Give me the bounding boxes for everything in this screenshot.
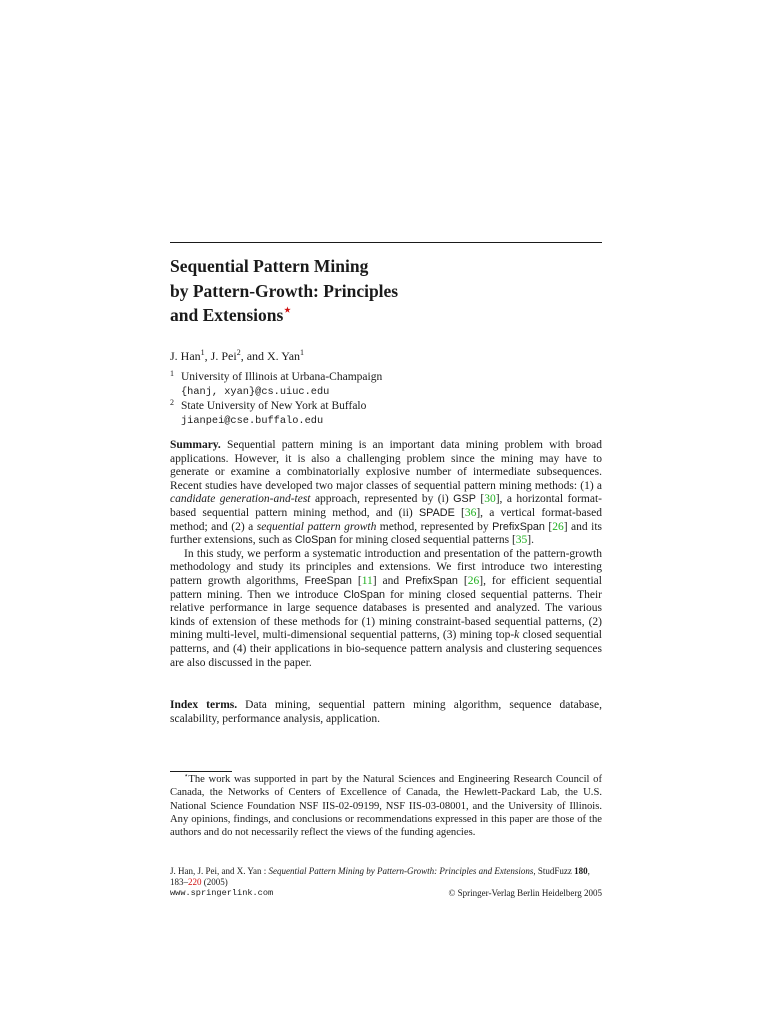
summary-paragraph-1	[170, 439, 602, 548]
reference-link-26[interactable]: 26	[467, 574, 480, 587]
author-3-affil: 1	[300, 348, 305, 357]
summary-text: ], a horizontal format-based sequential pattern mining method, and (ii)	[170, 493, 602, 519]
affiliations	[170, 370, 382, 428]
citation-series: , StudFuzz	[533, 866, 575, 876]
footnote-star: ⋆	[184, 771, 189, 780]
affiliation-email[interactable]: {hanj, xyan}@cs.uiuc.edu	[181, 385, 330, 398]
reference-link-11[interactable]: 11	[361, 574, 373, 587]
index-terms-label: Index terms.	[170, 699, 238, 711]
summary-text: approach, represented by (i)	[310, 493, 454, 506]
summary-text: method, represented by	[376, 520, 493, 533]
footnote-text: The work was supported in part by the Natural Sciences and Engineering Research Council of Canada, the Networks of Centers of Excellence of Canada, the Hewlett-Packard Lab, the U.S. National Science Foundation NSF IIS-02-09199, NSF IIS-03-08001, and the University of Illinois. Any opinions, findings, and conclusions or recommendations expressed in this paper are those of the authors and do not necessarily reflect the views of the funding agencies.	[170, 774, 602, 839]
algorithm-name-clospan: CloSpan	[294, 534, 337, 547]
summary-text: [	[544, 520, 553, 533]
author-3: X. Yan	[267, 349, 301, 363]
author-1: J. Han	[170, 349, 201, 363]
author-list	[170, 345, 304, 364]
summary-text: In this study, we perform a systematic introduction and presentation of the pattern-growth methodology and study its principles and extensions. We first introduce two interesting pattern growth algorithms,	[170, 547, 602, 587]
affiliation-number: 2	[170, 398, 174, 407]
publisher-url[interactable]: www.springerlink.com	[170, 888, 274, 898]
summary-emphasis: candidate generation-and-test	[170, 493, 311, 506]
summary-text: Sequential pattern mining is an important data mining problem with broad applications. However, it is also a challenging problem since the mining may have to generate or examine a combinatorially explosive number of intermediate subsequences. Recent studies have developed two major classes of sequential pattern mining methods: (1) a	[170, 439, 602, 492]
paper-page	[170, 0, 602, 1024]
algorithm-name-prefixspan: PrefixSpan	[405, 574, 458, 587]
author-separator: , and	[240, 349, 268, 363]
summary-text: [	[351, 574, 362, 587]
index-terms	[170, 699, 602, 726]
author-2-affil: 2	[236, 348, 241, 357]
title-line-2: by Pattern-Growth: Principles	[170, 280, 399, 301]
summary-text: for mining closed sequential patterns. Their relative performance in large sequence databases is presented and analyzed. The various kinds of extension of these methods for (1) mining constraint-based sequential patterns, (2) mining multi-level, multi-dimensional sequential patterns, (3) mining top-	[170, 588, 602, 642]
copyright-notice: © Springer-Verlag Berlin Heidelberg 2005	[448, 888, 602, 898]
title-footnote-star[interactable]: ⋆	[283, 302, 292, 318]
summary-text: closed sequential patterns, and (4) their applications in bio-sequence pattern analysis and clustering sequences are also discussed in the paper.	[170, 629, 602, 669]
reference-link-30[interactable]: 30	[484, 493, 496, 506]
affiliation-name: State University of New York at Buffalo	[181, 400, 367, 412]
affiliation-number: 1	[170, 369, 174, 378]
citation-year: (2005)	[201, 877, 228, 887]
affiliation-name: University of Illinois at Urbana-Champaign	[181, 371, 383, 383]
summary-text: ].	[527, 534, 534, 547]
author-1-affil: 1	[200, 348, 205, 357]
footnote-rule	[170, 771, 232, 772]
summary-text: ], for efficient sequential pattern mining. Then we introduce	[170, 574, 602, 601]
citation-block	[170, 866, 602, 899]
algorithm-name-prefixspan: PrefixSpan	[492, 520, 545, 533]
affiliation-email[interactable]: jianpei@cse.buffalo.edu	[181, 414, 324, 427]
citation-title: Sequential Pattern Mining by Pattern-Growth: Principles and Extensions	[268, 866, 534, 876]
summary-label: Summary.	[170, 439, 221, 451]
algorithm-name-freespan: FreeSpan	[304, 574, 352, 587]
reference-link-35[interactable]: 35	[515, 534, 528, 547]
citation-pages: , 183–	[170, 866, 590, 887]
algorithm-name-spade: SPADE	[418, 506, 455, 519]
summary-text: ] and its further extensions, such as	[170, 520, 602, 547]
reference-link-26[interactable]: 26	[552, 520, 564, 533]
summary-emphasis: k	[514, 629, 520, 642]
summary-paragraph-2	[170, 548, 602, 670]
affiliation-2	[170, 399, 382, 428]
affiliation-1	[170, 370, 382, 399]
summary-text: ] and	[372, 574, 406, 587]
summary-text: for mining closed sequential patterns [	[336, 534, 516, 547]
footnote	[170, 773, 602, 839]
algorithm-name-gsp: GSP	[453, 493, 476, 506]
citation-page-end-link[interactable]: 220	[188, 877, 202, 887]
algorithm-name-clospan: CloSpan	[343, 588, 385, 601]
summary-text: [	[454, 506, 465, 519]
summary-text: [	[475, 493, 485, 506]
summary-text: ], a vertical format-based method; and (2) a	[170, 506, 602, 533]
reference-link-36[interactable]: 36	[464, 506, 477, 519]
citation-line	[170, 866, 602, 888]
citation-volume: 180	[574, 866, 588, 876]
index-terms-text: Data mining, sequential pattern mining algorithm, sequence database, scalability, performance analysis, application.	[170, 699, 603, 725]
summary-emphasis: sequential pattern growth	[256, 520, 377, 533]
summary-text: [	[457, 574, 468, 587]
citation-authors: J. Han, J. Pei, and X. Yan :	[170, 866, 269, 876]
title-line-1: Sequential Pattern Mining	[170, 256, 369, 276]
author-2: J. Pei	[210, 349, 237, 363]
paper-title	[170, 254, 398, 328]
author-separator: ,	[204, 349, 211, 363]
top-rule	[170, 242, 602, 243]
title-line-3-text: and Extensions	[170, 305, 284, 325]
title-line-3	[170, 303, 398, 328]
citation-footer	[170, 888, 602, 899]
summary-section	[170, 439, 602, 670]
